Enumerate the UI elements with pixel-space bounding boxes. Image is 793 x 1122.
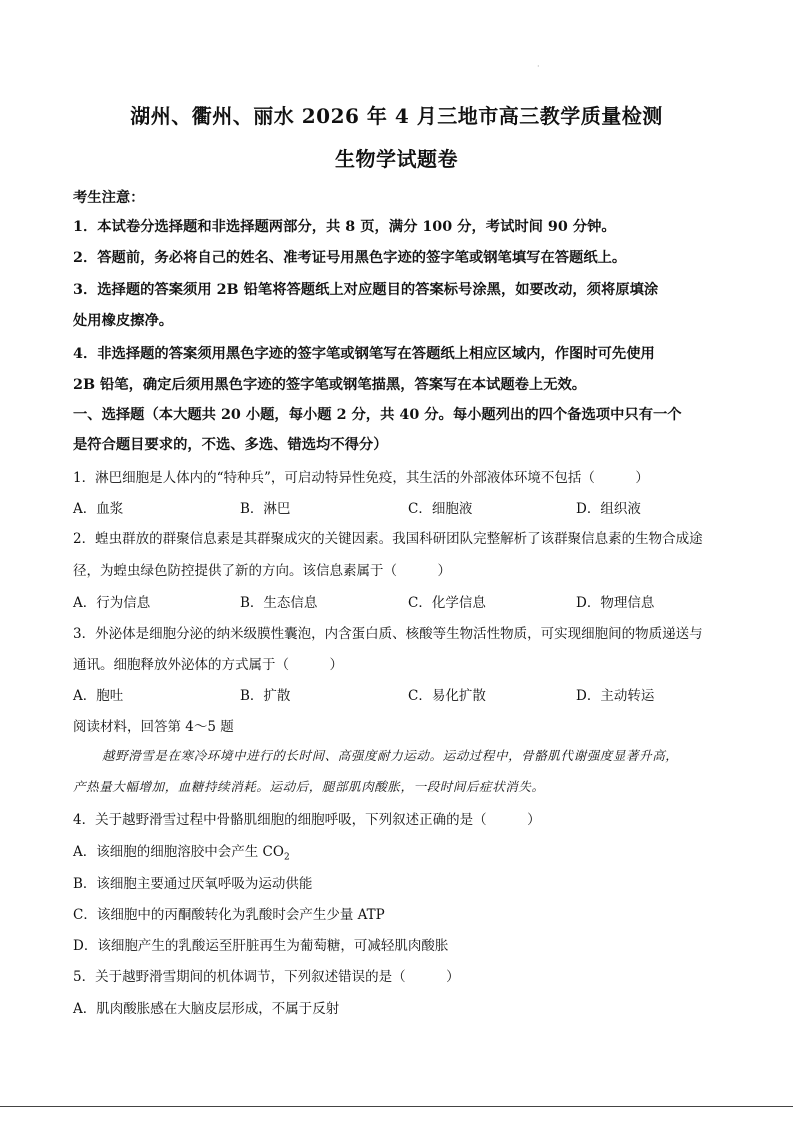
- question-3-stem: 3．外泌体是细胞分泌的纳米级膜性囊泡，内含蛋白质、核酸等生物活性物质，可实现细胞间的物质递送与: [73, 626, 703, 642]
- co2-subscript: 2: [283, 852, 290, 863]
- section-heading-cont: 是符合题目要求的，不选、多选、错选均不得分）: [73, 437, 388, 453]
- question-2-option-d: D．物理信息: [576, 595, 655, 611]
- notice-item-1: 1．本试卷分选择题和非选择题两部分，共 8 页，满分 100 分，考试时间 90 分钟。: [73, 219, 616, 235]
- notice-item-3-cont: 处用橡皮擦净。: [73, 313, 174, 329]
- notice-item-4-cont: 2B 铅笔，确定后须用黑色字迹的签字笔或钢笔描黑，答案写在本试题卷上无效。: [73, 377, 587, 393]
- question-2-option-a: A．行为信息: [73, 595, 151, 611]
- question-3-stem-cont: 通讯。细胞释放外泌体的方式属于（ ）: [73, 657, 343, 673]
- page-subtitle: 生物学试题卷: [335, 147, 458, 171]
- question-5-stem: 5．关于越野滑雪期间的机体调节，下列叙述错误的是（ ）: [73, 969, 460, 985]
- question-2-option-c: C．化学信息: [408, 595, 486, 611]
- question-4-option-b: B．该细胞主要通过厌氧呼吸为运动供能: [73, 876, 313, 892]
- footer-divider: [0, 1106, 793, 1107]
- notice-item-2: 2．答题前，务必将自己的姓名、准考证号用黑色字迹的签字笔或钢笔填写在答题纸上。: [73, 250, 627, 266]
- reading-material-cont: 产热量大幅增加，血糖持续消耗。运动后，腿部肌肉酸胀，一段时间后症状消失。: [73, 779, 545, 794]
- question-1-stem: 1．淋巴细胞是人体内的“特种兵”，可启动特异性免疫，其生活的外部液体环境不包括（ ）: [73, 470, 649, 486]
- question-4-stem: 4．关于越野滑雪过程中骨骼肌细胞的细胞呼吸，下列叙述正确的是（ ）: [73, 812, 541, 828]
- question-5-option-a: A．肌肉酸胀感在大脑皮层形成，不属于反射: [73, 1001, 340, 1017]
- question-1-option-c: C．细胞液: [408, 501, 473, 517]
- question-3-option-b: B．扩散: [240, 688, 291, 704]
- question-2-stem: 2．蝗虫群放的群聚信息素是其群聚成灾的关键因素。我国科研团队完整解析了该群聚信息素的生物合成途: [73, 531, 703, 547]
- question-2-stem-cont: 径，为蝗虫绿色防控提供了新的方向。该信息素属于（ ）: [73, 563, 451, 579]
- notice-item-3: 3．选择题的答案须用 2B 铅笔将答题纸上对应题目的答案标号涂黑，如要改动，须将原填涂: [73, 282, 659, 298]
- question-1-option-a: A．血浆: [73, 501, 124, 517]
- question-4-option-c: C．该细胞中的丙酮酸转化为乳酸时会产生少量 ATP: [73, 907, 385, 923]
- question-1-option-b: B．淋巴: [240, 501, 291, 517]
- reading-intro: 阅读材料，回答第 4～5 题: [73, 719, 234, 735]
- reading-material: 越野滑雪是在寒冷环境中进行的长时间、高强度耐力运动。运动过程中，骨骼肌代谢强度显著升高，: [102, 748, 679, 763]
- scan-speck: ·: [537, 62, 540, 71]
- notice-item-4: 4．非选择题的答案须用黑色字迹的签字笔或钢笔写在答题纸上相应区域内，作图时可先使用: [73, 346, 655, 362]
- notice-heading: 考生注意：: [73, 190, 145, 206]
- question-3-option-d: D．主动转运: [576, 688, 655, 704]
- question-4-option-a-text: A．该细胞的细胞溶胶中会产生 CO: [73, 844, 284, 860]
- section-heading: 一、选择题（本大题共 20 小题，每小题 2 分，共 40 分。每小题列出的四个备选项中只有一个: [73, 407, 682, 423]
- question-3-option-a: A．胞吐: [73, 688, 124, 704]
- page-title: 湖州、衢州、丽水 2026 年 4 月三地市高三教学质量检测: [130, 104, 663, 128]
- question-4-option-a: [73, 840, 290, 863]
- question-3-option-c: C．易化扩散: [408, 688, 486, 704]
- question-4-option-d: D．该细胞产生的乳酸运至肝脏再生为葡萄糖，可减轻肌肉酸胀: [73, 938, 449, 954]
- question-2-option-b: B．生态信息: [240, 595, 318, 611]
- question-1-option-d: D．组织液: [576, 501, 641, 517]
